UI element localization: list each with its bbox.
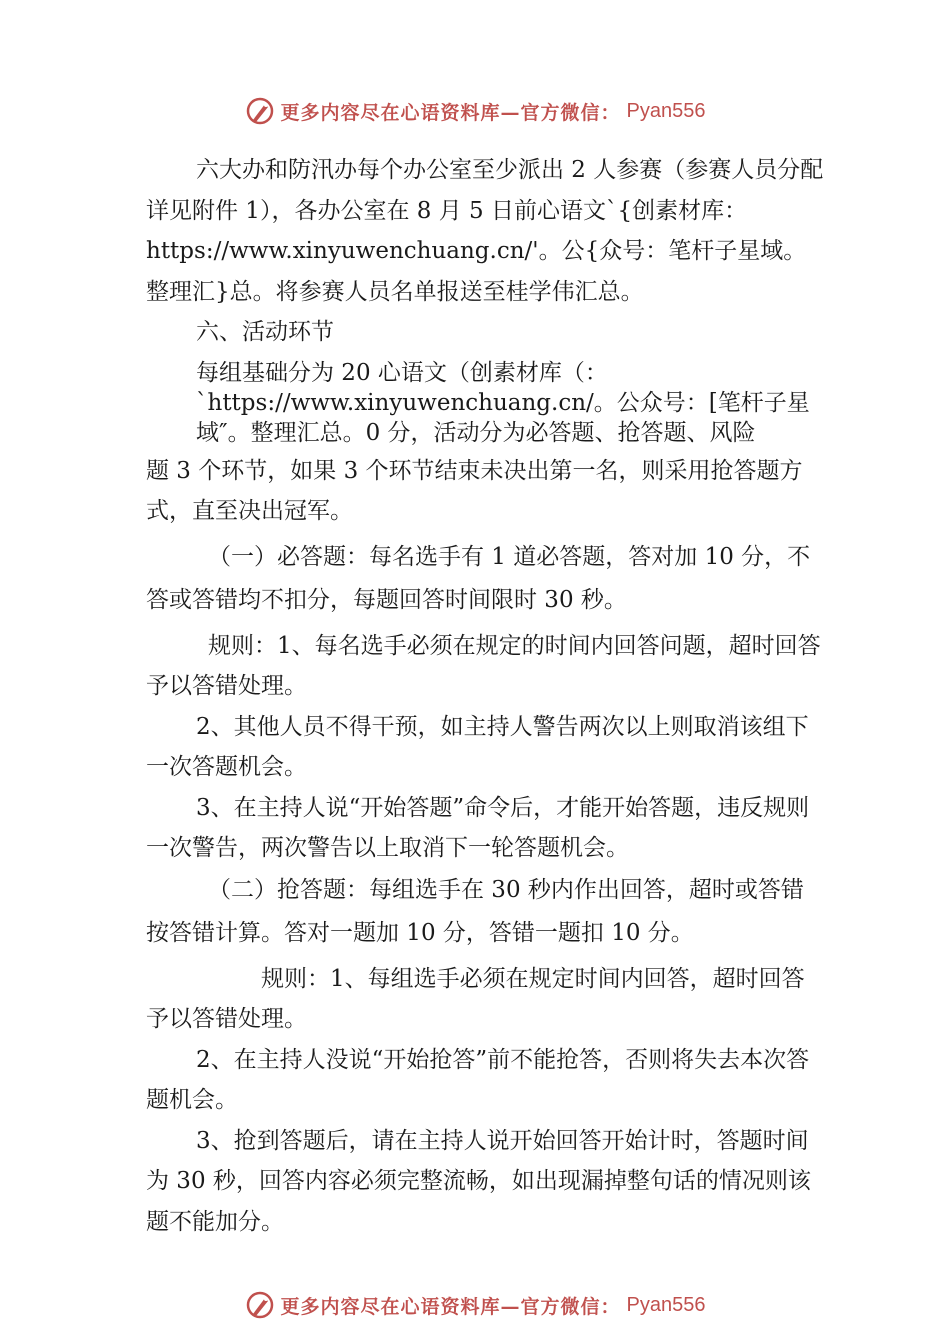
paragraph-rounds: 题 3 个环节，如果 3 个环节结束未决出第一名，则采用抢答题方式，直至决出冠军。	[146, 457, 803, 524]
banner-text: 更多内容尽在心语资料库—官方微信：	[280, 101, 621, 124]
paragraph-quick-rule-2: 2、在主持人没说“开始抢答”前不能抢答，否则将失去本次答题机会。	[146, 1046, 810, 1113]
footer-banner	[0, 1290, 950, 1320]
paragraph-rule-2: 2、其他人员不得干预，如主持人警告两次以上则取消该组下一次答题机会。	[146, 713, 809, 780]
paragraph-required-questions: （一）必答题：每名选手有 1 道必答题，答对加 10 分，不答或答错均不扣分，每题回答时间限时 30 秒。	[146, 543, 811, 613]
banner-text: 更多内容尽在心语资料库—官方微信：	[280, 1295, 621, 1318]
pen-quill-logo	[245, 1290, 275, 1320]
banner-wechat-id: Pyan556	[626, 99, 706, 122]
paragraph-rule-3: 3、在主持人说“开始答题”命令后，才能开始答题，违反规则一次警告，两次警告以上取消下一轮答题机会。	[146, 794, 810, 861]
paragraph-quick-answer: （二）抢答题：每组选手在 30 秒内作出回答，超时或答错按答错计算。答对一题加 10 分，答错一题扣 10 分。	[146, 876, 804, 946]
paragraph-rule-1: 规则：1、每名选手必须在规定的时间内回答问题，超时回答予以答错处理。	[146, 632, 821, 699]
paragraph-quick-rule-3: 3、抢到答题后，请在主持人说开始回答开始计时，答题时间为 30 秒，回答内容必须完整流畅，如出现漏掉整句话的情况则该题不能加分。	[146, 1127, 811, 1235]
paragraph-base-score: 每组基础分为 20 心语文（创素材库（：`https://www.xinyuwenchuang.cn/。公众号：[笔杆子星域″。整理汇总。0 分，活动分为必答题、抢答题、风险	[196, 359, 810, 446]
banner-wechat-id: Pyan556	[626, 1293, 706, 1316]
header-banner	[0, 96, 950, 126]
paragraph-quick-rule-1: 规则：1、每组选手必须在规定时间内回答，超时回答予以答错处理。	[146, 965, 805, 1032]
pen-quill-logo	[245, 96, 275, 126]
document-body	[146, 150, 826, 1242]
section-heading-activity: 六、活动环节	[196, 319, 334, 345]
paragraph-participants: 六大办和防汛办每个办公室至少派出 2 人参赛（参赛人员分配详见附件 1），各办公室在 8 月 5 日前心语文`{创素材库：https://www.xinyuwenchuang.cn/'。公{众号：笔杆子星域。整理汇}总。将参赛人员名单报送至桂学伟汇总。	[146, 157, 824, 305]
